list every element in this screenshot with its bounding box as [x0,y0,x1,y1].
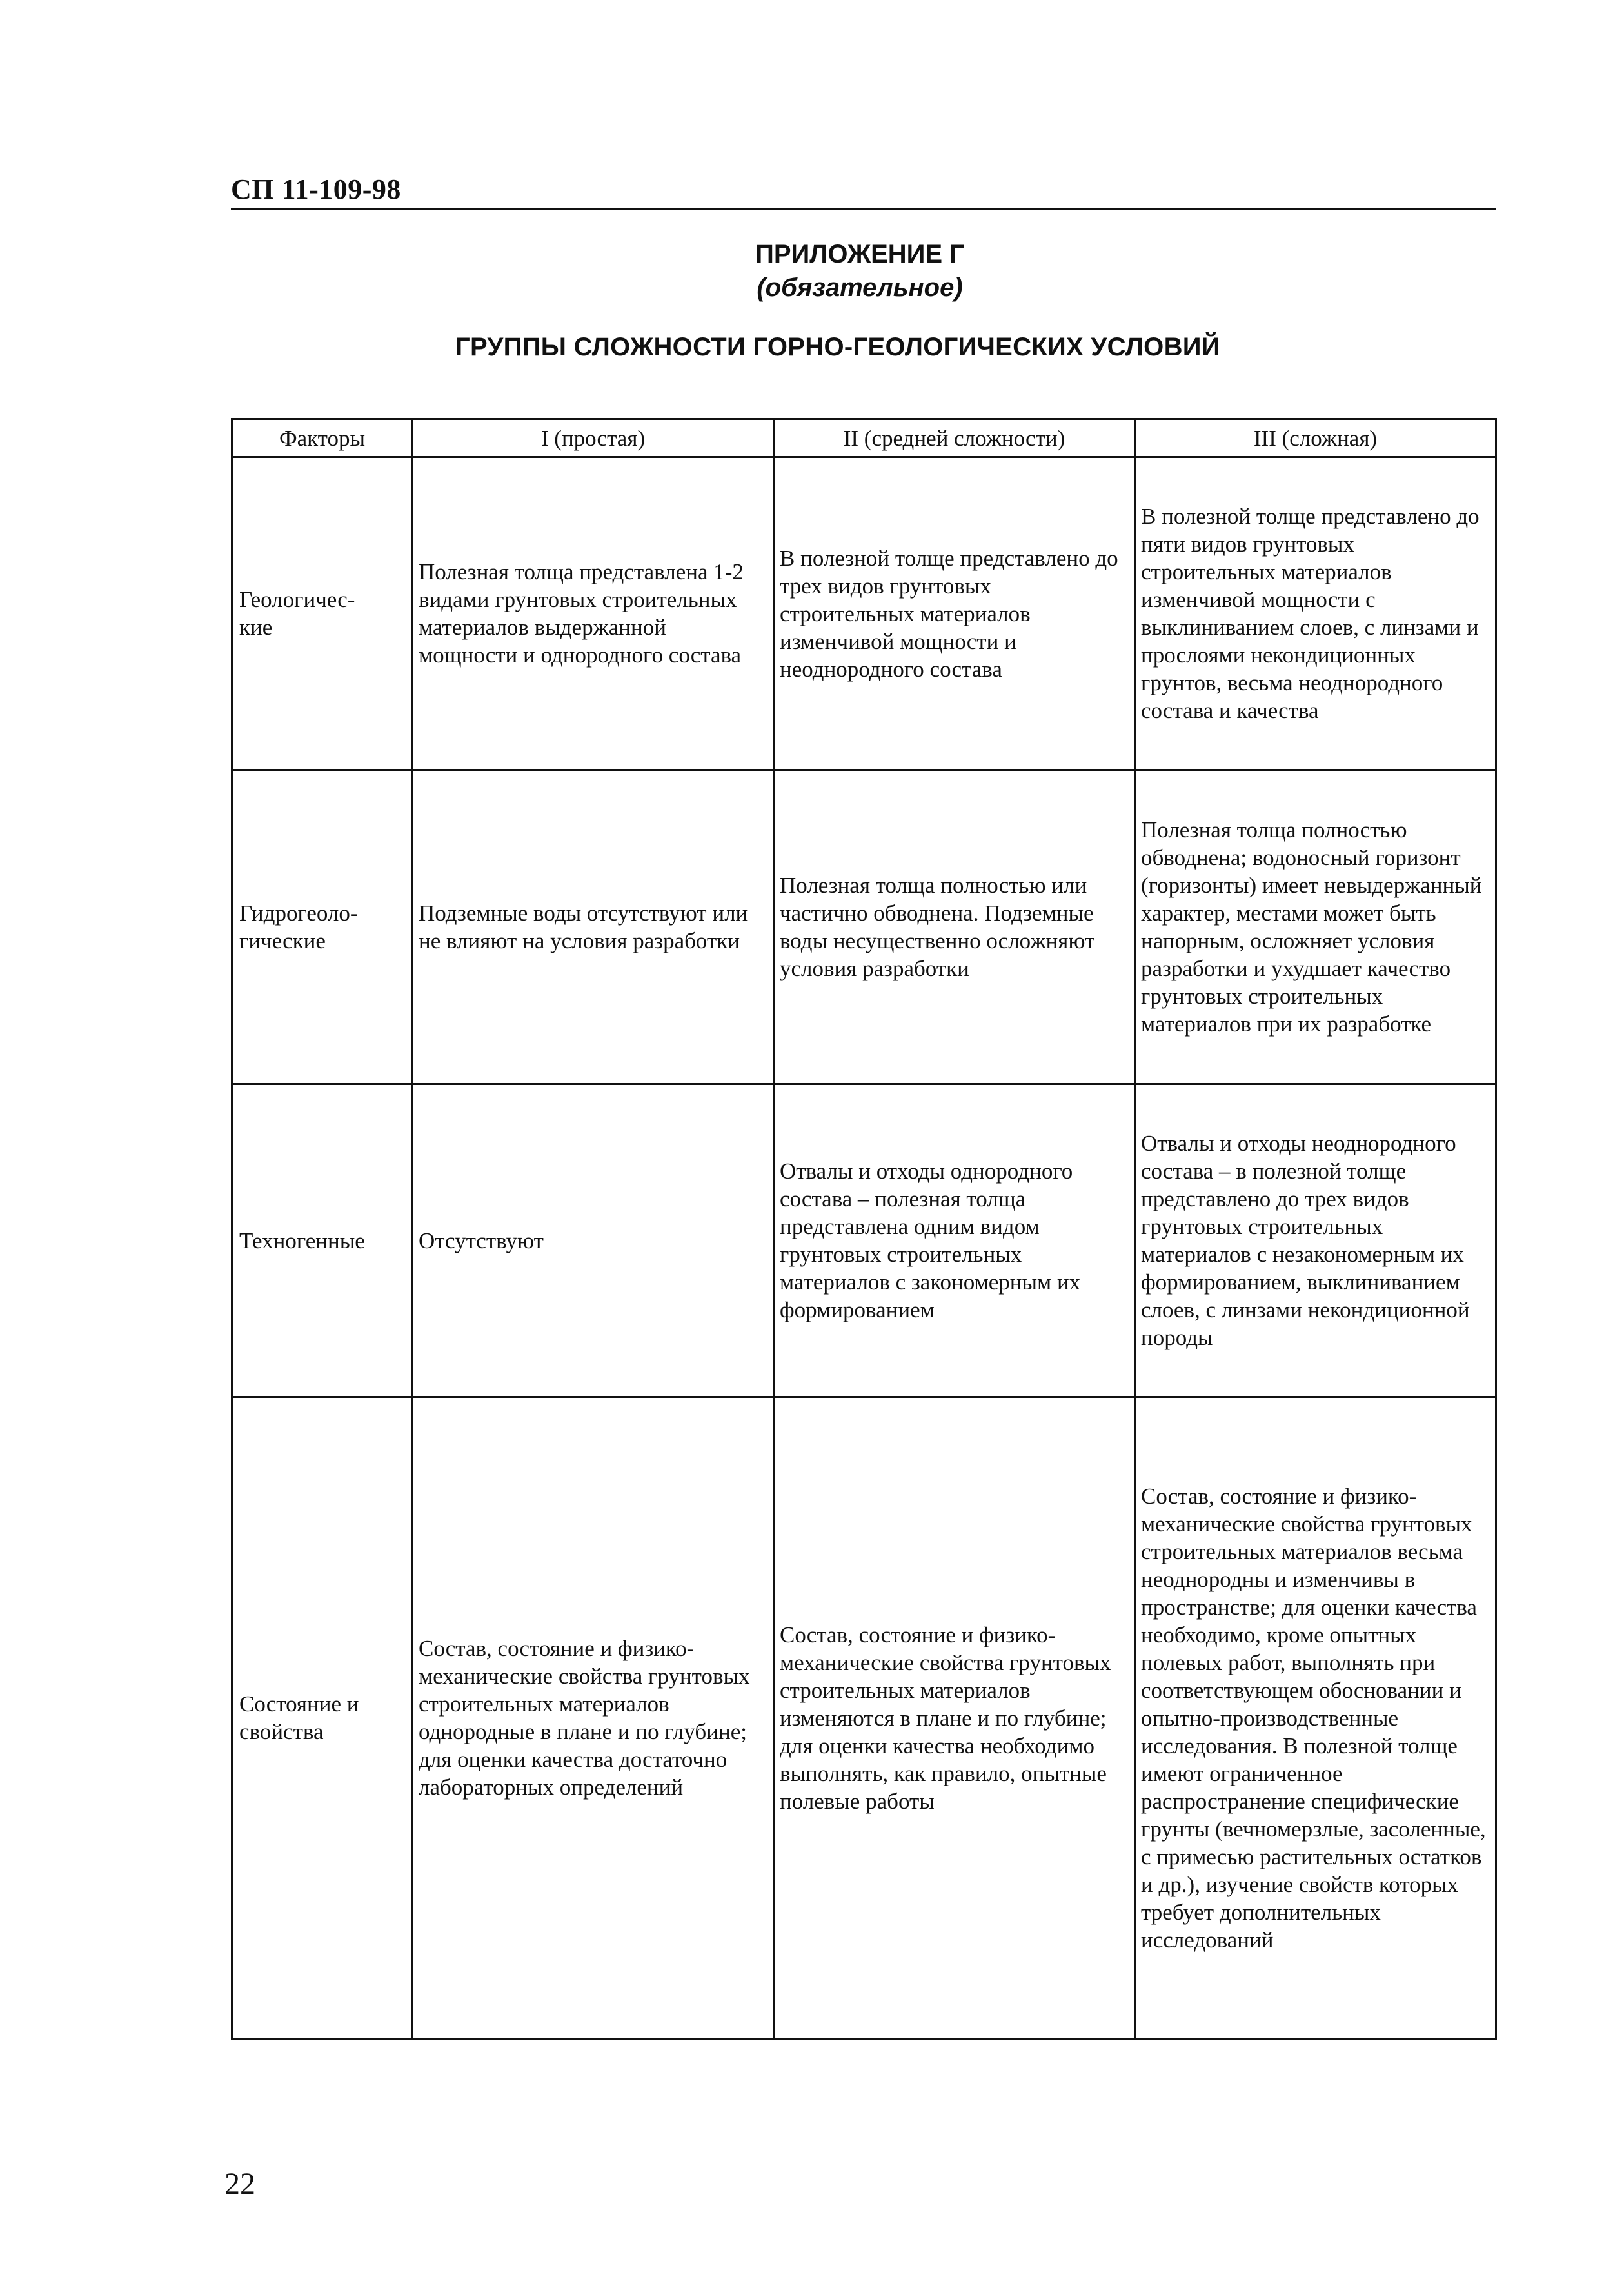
medium-cell: Отвалы и отходы однородного состава – полезная толща представлена одним видом грунтовых строительных материалов с закономерным их формированием [774,1084,1135,1397]
table-header-row [232,419,1496,457]
factor-label: Техногенные [239,1228,365,1253]
page-number: 22 [224,2167,255,2201]
factor-cell [232,457,413,770]
table-row [232,770,1496,1084]
header-rule [231,208,1496,210]
complexity-groups-table [231,418,1497,2040]
complex-cell: Отвалы и отходы неоднородного состава – в полезной толще представлено до трех видов грунтовых строительных материалов с незакономерным их формированием, выклиниванием слоев, с линзами некондиционной породы [1135,1084,1496,1397]
factor-cell [232,1084,413,1397]
column-header-medium: II (средней сложности) [774,419,1135,457]
simple-cell: Подземные воды отсутствуют или не влияют на условия разработки [413,770,774,1084]
simple-cell: Состав, состояние и физико-механические свойства грунтовых строительных материалов однородные в плане и по глубине; для оценки качества достаточно лабораторных определений [413,1397,774,2039]
factor-label: Гидрогеоло- гические [239,901,358,953]
factor-label: Состояние и свойства [239,1691,359,1744]
medium-cell: Состав, состояние и физико-механические свойства грунтовых строительных материалов изменяются в плане и по глубине; для оценки качества необходимо выполнять, как правило, опытные полевые работы [774,1397,1135,2039]
table-title: ГРУППЫ СЛОЖНОСТИ ГОРНО-ГЕОЛОГИЧЕСКИХ УСЛОВИЙ [455,333,1220,361]
simple-cell: Полезная толща представлена 1-2 видами грунтовых строительных материалов выдержанной мощности и однородного состава [413,457,774,770]
table-row [232,1397,1496,2039]
column-header-factors: Факторы [232,419,413,457]
medium-cell: Полезная толща полностью или частично обводнена. Подземные воды несущественно осложняют условия разработки [774,770,1135,1084]
factor-cell [232,770,413,1084]
complex-cell: В полезной толще представлено до пяти видов грунтовых строительных материалов изменчивой мощности с выклиниванием слоев, с линзами и прослоями некондиционных грунтов, весьма неоднородного состава и качества [1135,457,1496,770]
column-header-complex: III (сложная) [1135,419,1496,457]
factor-cell [232,1397,413,2039]
appendix-title: ПРИЛОЖЕНИЕ Г [755,240,964,268]
factor-label: Геологичес- кие [239,587,355,640]
column-header-simple: I (простая) [413,419,774,457]
simple-cell: Отсутствуют [413,1084,774,1397]
appendix-subtitle: (обязательное) [757,274,963,302]
table-row [232,457,1496,770]
complex-cell: Полезная толща полностью обводнена; водоносный горизонт (горизонты) имеет невыдержанный характер, местами может быть напорным, осложняет условия разработки и ухудшает качество грунтовых строительных материалов при их разработке [1135,770,1496,1084]
document-code: СП 11-109-98 [231,174,401,205]
medium-cell: В полезной толще представлено до трех видов грунтовых строительных материалов изменчивой мощности и неоднородного состава [774,457,1135,770]
table-row [232,1084,1496,1397]
complex-cell: Состав, состояние и физико-механические свойства грунтовых строительных материалов весьма неоднородны и изменчивы в пространстве; для оценки качества необходимо, кроме опытных полевых работ, выполнять при соответствующем обосновании и опытно-производственные исследования. В полезной толще имеют ограниченное распространение специфические грунты (вечномерзлые, засоленные, с примесью растительных остатков и др.), изучение свойств которых требует дополнительных исследований [1135,1397,1496,2039]
